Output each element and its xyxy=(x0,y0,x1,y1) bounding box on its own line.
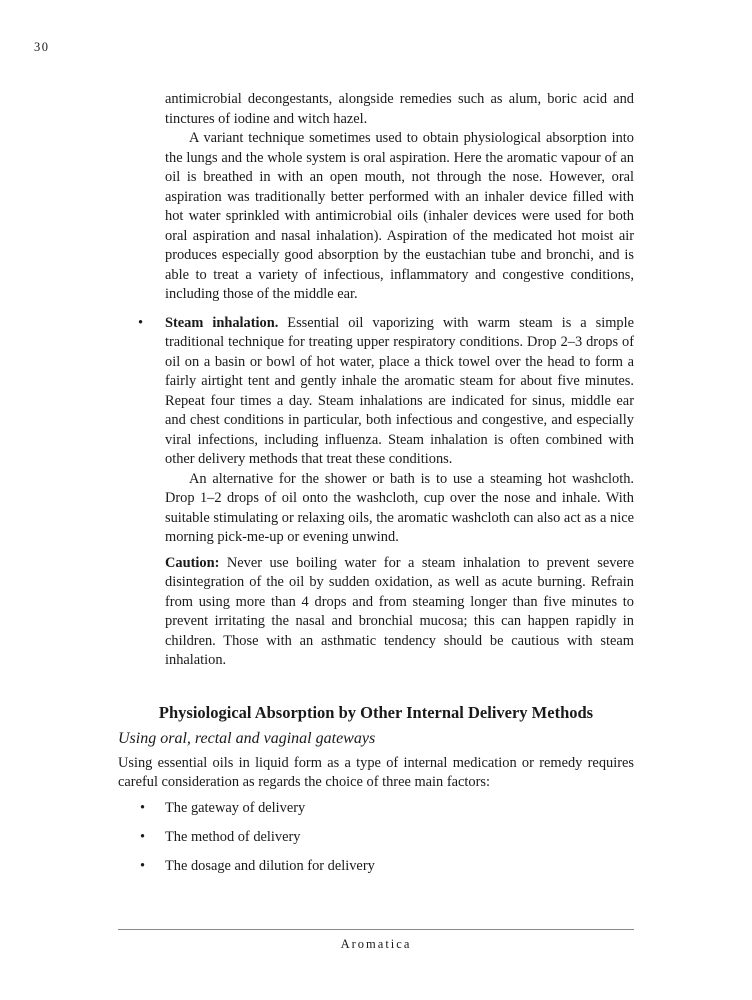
list-item-text: The gateway of delivery xyxy=(165,799,306,816)
list-item xyxy=(118,828,634,848)
bullet-marker: • xyxy=(140,828,146,845)
running-footer-title: Aromatica xyxy=(340,937,412,951)
list-item xyxy=(118,799,634,819)
section-intro: Using essential oils in liquid form as a type of internal medication or remedy requires careful consideration as regards the choice of three main factors: xyxy=(118,754,634,790)
bullet-marker: • xyxy=(140,799,146,816)
bullet-marker: • xyxy=(140,857,146,874)
caution-label: Caution: xyxy=(165,554,220,571)
footer-divider xyxy=(118,929,634,930)
steam-inhalation-lead: Steam inhalation. xyxy=(165,314,279,331)
paragraph-caution xyxy=(165,554,634,671)
paragraph-continuation: antimicrobial decongestants, alongside remedies such as alum, boric acid and tinctures of iodine and witch hazel. xyxy=(165,91,634,127)
section-heading: Physiological Absorption by Other Internal Delivery Methods xyxy=(158,702,594,722)
factors-list xyxy=(118,799,634,877)
list-item-text: The dosage and dilution for delivery xyxy=(165,857,375,874)
paragraph-washcloth: An alternative for the shower or bath is to use a steaming hot washcloth. Drop 1–2 drops of oil onto the washcloth, cup over the nose and inhale. With suitable stimulating or relaxing oils, the aromatic washcloth can also act as a nice morning pick-me-up or evening unwind. xyxy=(165,470,634,545)
bullet-marker: • xyxy=(138,314,144,331)
paragraph-oral-aspiration: A variant technique sometimes used to obtain physiological absorption into the lungs and the whole system is oral aspiration. Here the aromatic vapour of an oil is breathed in with an open mouth, not through the nose. However, oral aspiration was traditionally better performed with an inhaler device filled with hot water sprinkled with antimicrobial oils (inhaler devices were used for both oral aspiration and nasal inhalation). Aspiration of the medicated hot moist air produces especially good absorption by the eustachian tube and bronchi, and is able to treat a variety of infectious, inflammatory and congestive conditions, including those of the middle ear. xyxy=(165,130,634,302)
steam-inhalation-item xyxy=(138,314,635,671)
page-number: 30 xyxy=(34,40,50,54)
steam-inhalation-body: Essential oil vaporizing with warm steam is a simple traditional technique for treating upper respiratory conditions. Drop 2–3 drops of oil on a basin or bowl of hot water, place a thick towel over the head to form a fairly airtight tent and gently inhale the aromatic steam for about five minutes. Repeat four times a day. Steam inhalations are indicated for sinus, middle ear and chest conditions in particular, both infectious and congestive, and especially viral infections, including influenza. Steam inhalation is often combined with other delivery methods that treat these conditions. xyxy=(165,314,635,467)
page-body xyxy=(118,90,634,886)
section-subheading: Using oral, rectal and vaginal gateways xyxy=(118,729,376,747)
caution-body: Never use boiling water for a steam inhalation to prevent severe disintegration of the oil by sudden oxidation, as well as acute burning. Refrain from using more than 4 drops and from steaming longer than five minutes to prevent irritating the nasal and bronchial mucosa; this can happen rapidly in children. Those with an asthmatic tendency should be cautious with steam inhalation. xyxy=(165,554,634,668)
continued-text xyxy=(165,90,634,305)
list-item-text: The method of delivery xyxy=(165,828,301,845)
list-item xyxy=(118,857,634,877)
paragraph-steam-inhalation xyxy=(165,314,634,470)
